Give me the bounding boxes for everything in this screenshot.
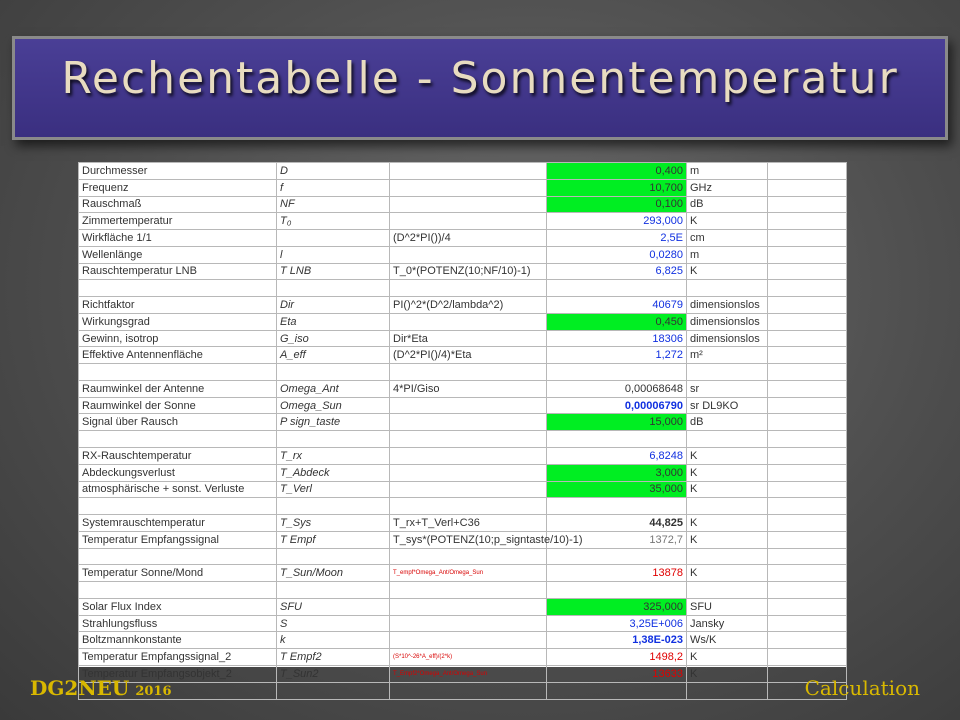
footer-callsign: DG2NEU: [30, 676, 130, 700]
row-empty-cell[interactable]: [768, 364, 847, 381]
row-symbol-cell[interactable]: l: [277, 246, 390, 263]
row-name-cell[interactable]: Rauschmaß: [79, 196, 277, 213]
row-name-cell[interactable]: Strahlungsfluss: [79, 615, 277, 632]
row-symbol-cell[interactable]: T_Sun/Moon: [277, 565, 390, 582]
row-empty-cell[interactable]: [768, 414, 847, 431]
row-unit-cell[interactable]: [687, 682, 768, 699]
row-symbol-cell[interactable]: [277, 582, 390, 599]
row-value-cell[interactable]: 0,400: [547, 163, 687, 180]
row-unit-cell[interactable]: K: [687, 649, 768, 666]
row-name-cell[interactable]: [79, 431, 277, 448]
table-row: [79, 297, 847, 314]
row-formula-cell[interactable]: [390, 163, 547, 180]
table-row: [79, 598, 847, 615]
row-empty-cell[interactable]: [768, 246, 847, 263]
row-unit-cell[interactable]: sr DL9KO: [687, 397, 768, 414]
table-row: [79, 347, 847, 364]
row-name-cell[interactable]: [79, 582, 277, 599]
row-unit-cell[interactable]: K: [687, 565, 768, 582]
row-unit-cell[interactable]: [687, 498, 768, 515]
row-symbol-cell[interactable]: k: [277, 632, 390, 649]
row-formula-cell[interactable]: [390, 313, 547, 330]
table-row: [79, 364, 847, 381]
row-name-cell[interactable]: Temperatur Empfangssignal: [79, 531, 277, 548]
row-value-cell[interactable]: [547, 498, 687, 515]
row-value-cell[interactable]: 6,8248: [547, 448, 687, 465]
table-row: [79, 565, 847, 582]
row-symbol-cell[interactable]: [277, 431, 390, 448]
row-empty-cell[interactable]: [768, 515, 847, 532]
row-symbol-cell[interactable]: [277, 280, 390, 297]
row-name-cell[interactable]: atmosphärische + sonst. Verluste: [79, 481, 277, 498]
row-formula-cell[interactable]: [390, 582, 547, 599]
row-value-cell[interactable]: 293,000: [547, 213, 687, 230]
row-unit-cell[interactable]: K: [687, 213, 768, 230]
row-empty-cell[interactable]: [768, 548, 847, 565]
table-row: [79, 213, 847, 230]
row-empty-cell[interactable]: [768, 598, 847, 615]
row-value-cell[interactable]: 0,00006790: [547, 397, 687, 414]
row-unit-cell[interactable]: [687, 582, 768, 599]
row-formula-cell[interactable]: T_Empf2*Omega_Ant/Omega_Sun: [390, 665, 547, 682]
row-symbol-cell[interactable]: T_Abdeck: [277, 464, 390, 481]
row-formula-cell[interactable]: [390, 632, 547, 649]
row-symbol-cell[interactable]: D: [277, 163, 390, 180]
row-value-cell[interactable]: 0,450: [547, 313, 687, 330]
row-formula-cell[interactable]: (S*10^-26*A_eff)/(2*k): [390, 649, 547, 666]
row-unit-cell[interactable]: K: [687, 448, 768, 465]
row-formula-cell[interactable]: (D^2*PI()/4)*Eta: [390, 347, 547, 364]
row-symbol-cell[interactable]: Omega_Sun: [277, 397, 390, 414]
row-value-cell[interactable]: 3,000: [547, 464, 687, 481]
row-name-cell[interactable]: Durchmesser: [79, 163, 277, 180]
row-value-cell[interactable]: 1498,2: [547, 649, 687, 666]
row-formula-cell[interactable]: PI()^2*(D^2/lambda^2): [390, 297, 547, 314]
row-name-cell[interactable]: Solar Flux Index: [79, 598, 277, 615]
table-row: [79, 431, 847, 448]
row-empty-cell[interactable]: [768, 280, 847, 297]
row-formula-cell[interactable]: T_0*(POTENZ(10;NF/10)-1): [390, 263, 547, 280]
table-row: [79, 163, 847, 180]
row-unit-cell[interactable]: K: [687, 481, 768, 498]
table-row: [79, 448, 847, 465]
table-row: [79, 498, 847, 515]
row-formula-cell[interactable]: [390, 213, 547, 230]
row-empty-cell[interactable]: [768, 163, 847, 180]
row-symbol-cell[interactable]: Eta: [277, 313, 390, 330]
row-symbol-cell[interactable]: [277, 548, 390, 565]
row-unit-cell[interactable]: dimensionslos: [687, 297, 768, 314]
row-empty-cell[interactable]: [768, 582, 847, 599]
row-formula-cell[interactable]: [390, 615, 547, 632]
row-symbol-cell[interactable]: T Empf2: [277, 649, 390, 666]
row-formula-cell[interactable]: [390, 448, 547, 465]
row-name-cell[interactable]: Boltzmannkonstante: [79, 632, 277, 649]
row-empty-cell[interactable]: [768, 464, 847, 481]
row-symbol-cell[interactable]: [277, 498, 390, 515]
row-value-cell[interactable]: 1372,7: [547, 531, 687, 548]
row-empty-cell[interactable]: [768, 565, 847, 582]
table-row: [79, 548, 847, 565]
row-formula-cell[interactable]: [390, 464, 547, 481]
row-value-cell[interactable]: 35,000: [547, 481, 687, 498]
row-name-cell[interactable]: Systemrauschtemperatur: [79, 515, 277, 532]
row-value-cell[interactable]: 3,25E+006: [547, 615, 687, 632]
row-empty-cell[interactable]: [768, 632, 847, 649]
row-empty-cell[interactable]: [768, 380, 847, 397]
row-unit-cell[interactable]: m: [687, 246, 768, 263]
row-unit-cell[interactable]: K: [687, 263, 768, 280]
row-name-cell[interactable]: Wirkfläche 1/1: [79, 230, 277, 247]
row-unit-cell[interactable]: [687, 431, 768, 448]
row-symbol-cell[interactable]: S: [277, 615, 390, 632]
row-symbol-cell[interactable]: T_Verl: [277, 481, 390, 498]
row-formula-cell[interactable]: [390, 598, 547, 615]
table-row: [79, 230, 847, 247]
row-formula-cell[interactable]: T_sys*(POTENZ(10;p_signtaste/10)-1): [390, 531, 547, 548]
row-unit-cell[interactable]: [687, 280, 768, 297]
row-empty-cell[interactable]: [768, 649, 847, 666]
row-name-cell[interactable]: Wirkungsgrad: [79, 313, 277, 330]
row-name-cell[interactable]: Raumwinkel der Sonne: [79, 397, 277, 414]
row-empty-cell[interactable]: [768, 263, 847, 280]
row-formula-cell[interactable]: [390, 431, 547, 448]
row-value-cell[interactable]: 10,700: [547, 179, 687, 196]
row-formula-cell[interactable]: T_rx+T_Verl+C36: [390, 515, 547, 532]
row-value-cell[interactable]: [547, 582, 687, 599]
row-empty-cell[interactable]: [768, 230, 847, 247]
table-row: [79, 330, 847, 347]
row-symbol-cell[interactable]: G_iso: [277, 330, 390, 347]
row-unit-cell[interactable]: Ws/K: [687, 632, 768, 649]
footer-year: 2016: [135, 684, 172, 699]
row-value-cell[interactable]: 13878: [547, 565, 687, 582]
row-value-cell[interactable]: 15,000: [547, 414, 687, 431]
row-name-cell[interactable]: Wellenlänge: [79, 246, 277, 263]
row-name-cell[interactable]: Temperatur Empfangssignal_2: [79, 649, 277, 666]
row-formula-cell[interactable]: T_empf*Omega_Ant/Omega_Sun: [390, 565, 547, 582]
row-symbol-cell[interactable]: T LNB: [277, 263, 390, 280]
row-value-cell[interactable]: 40679: [547, 297, 687, 314]
row-unit-cell[interactable]: dimensionslos: [687, 313, 768, 330]
row-formula-cell[interactable]: [390, 498, 547, 515]
row-symbol-cell[interactable]: T_rx: [277, 448, 390, 465]
row-empty-cell[interactable]: [768, 498, 847, 515]
row-symbol-cell[interactable]: Dir: [277, 297, 390, 314]
row-name-cell[interactable]: RX-Rauschtemperatur: [79, 448, 277, 465]
row-formula-cell[interactable]: [390, 414, 547, 431]
row-value-cell[interactable]: 1,38E-023: [547, 632, 687, 649]
row-empty-cell[interactable]: [768, 397, 847, 414]
table-row: [79, 280, 847, 297]
footer-label: Calculation: [804, 676, 920, 700]
table-row: [79, 481, 847, 498]
row-empty-cell[interactable]: [768, 448, 847, 465]
row-unit-cell[interactable]: K: [687, 464, 768, 481]
row-empty-cell[interactable]: [768, 196, 847, 213]
row-name-cell[interactable]: Raumwinkel der Antenne: [79, 380, 277, 397]
row-name-cell[interactable]: [79, 280, 277, 297]
row-empty-cell[interactable]: [768, 297, 847, 314]
row-unit-cell[interactable]: Jansky: [687, 615, 768, 632]
row-name-cell[interactable]: Rauschtemperatur LNB: [79, 263, 277, 280]
calculation-table: [78, 162, 847, 700]
table-row: [79, 615, 847, 632]
table-row: [79, 649, 847, 666]
row-unit-cell[interactable]: K: [687, 531, 768, 548]
row-name-cell[interactable]: Abdeckungsverlust: [79, 464, 277, 481]
row-name-cell[interactable]: Zimmertemperatur: [79, 213, 277, 230]
table-row: [79, 414, 847, 431]
row-symbol-cell[interactable]: f: [277, 179, 390, 196]
row-unit-cell[interactable]: K: [687, 665, 768, 682]
row-empty-cell[interactable]: [768, 330, 847, 347]
row-empty-cell[interactable]: [768, 313, 847, 330]
row-unit-cell[interactable]: SFU: [687, 598, 768, 615]
row-formula-cell[interactable]: Dir*Eta: [390, 330, 547, 347]
row-formula-cell[interactable]: [390, 196, 547, 213]
row-unit-cell[interactable]: dB: [687, 196, 768, 213]
row-name-cell[interactable]: Temperatur Empfangsobjekt_2: [79, 665, 277, 682]
row-unit-cell[interactable]: [687, 548, 768, 565]
row-name-cell[interactable]: Temperatur Sonne/Mond: [79, 565, 277, 582]
row-empty-cell[interactable]: [768, 179, 847, 196]
row-unit-cell[interactable]: m: [687, 163, 768, 180]
row-unit-cell[interactable]: cm: [687, 230, 768, 247]
row-unit-cell[interactable]: GHz: [687, 179, 768, 196]
row-value-cell[interactable]: 0,00068648: [547, 380, 687, 397]
table-row: [79, 263, 847, 280]
slide-title: Rechentabelle - Sonnentemperatur: [61, 53, 899, 104]
row-unit-cell[interactable]: dimensionslos: [687, 330, 768, 347]
row-unit-cell[interactable]: sr: [687, 380, 768, 397]
row-unit-cell[interactable]: K: [687, 515, 768, 532]
table-row: [79, 313, 847, 330]
row-unit-cell[interactable]: m²: [687, 347, 768, 364]
row-name-cell[interactable]: Effektive Antennenfläche: [79, 347, 277, 364]
table-row: [79, 196, 847, 213]
table-row: [79, 632, 847, 649]
row-value-cell[interactable]: 325,000: [547, 598, 687, 615]
row-name-cell[interactable]: Signal über Rausch: [79, 414, 277, 431]
row-symbol-cell[interactable]: A_eff: [277, 347, 390, 364]
row-empty-cell[interactable]: [768, 481, 847, 498]
row-formula-cell[interactable]: [390, 548, 547, 565]
row-name-cell[interactable]: [79, 364, 277, 381]
row-value-cell[interactable]: 6,825: [547, 263, 687, 280]
row-name-cell[interactable]: Frequenz: [79, 179, 277, 196]
row-value-cell[interactable]: 1,272: [547, 347, 687, 364]
row-formula-cell[interactable]: [390, 280, 547, 297]
row-name-cell[interactable]: [79, 548, 277, 565]
table-row: [79, 246, 847, 263]
title-bar: [12, 36, 948, 140]
row-symbol-cell[interactable]: [277, 364, 390, 381]
row-symbol-cell[interactable]: P sign_taste: [277, 414, 390, 431]
row-value-cell[interactable]: 0,0280: [547, 246, 687, 263]
row-symbol-cell[interactable]: T_Sun2: [277, 665, 390, 682]
row-formula-cell[interactable]: [390, 481, 547, 498]
row-value-cell[interactable]: 18306: [547, 330, 687, 347]
row-value-cell[interactable]: [547, 280, 687, 297]
row-formula-cell[interactable]: [390, 364, 547, 381]
row-value-cell[interactable]: 44,825: [547, 515, 687, 532]
table-row: [79, 582, 847, 599]
row-name-cell[interactable]: Gewinn, isotrop: [79, 330, 277, 347]
row-unit-cell[interactable]: [687, 364, 768, 381]
table-row: [79, 665, 847, 682]
table-row: [79, 682, 847, 699]
row-unit-cell[interactable]: dB: [687, 414, 768, 431]
table-row: [79, 179, 847, 196]
row-symbol-cell[interactable]: [277, 230, 390, 247]
row-formula-cell[interactable]: [390, 179, 547, 196]
row-formula-cell[interactable]: [390, 397, 547, 414]
table-row: [79, 464, 847, 481]
row-symbol-cell[interactable]: T Empf: [277, 531, 390, 548]
row-value-cell[interactable]: [547, 364, 687, 381]
row-symbol-cell[interactable]: Omega_Ant: [277, 380, 390, 397]
row-empty-cell[interactable]: [768, 431, 847, 448]
footer-author: [30, 676, 172, 700]
row-formula-cell[interactable]: 4*PI/Giso: [390, 380, 547, 397]
row-symbol-cell[interactable]: [277, 682, 390, 699]
row-name-cell[interactable]: Richtfaktor: [79, 297, 277, 314]
spreadsheet: [78, 162, 846, 680]
row-formula-cell[interactable]: [390, 682, 547, 699]
row-symbol-cell[interactable]: T_Sys: [277, 515, 390, 532]
row-value-cell[interactable]: 13633: [547, 665, 687, 682]
row-empty-cell[interactable]: [768, 347, 847, 364]
row-symbol-cell[interactable]: NF: [277, 196, 390, 213]
row-value-cell[interactable]: [547, 548, 687, 565]
table-row: [79, 380, 847, 397]
table-row: [79, 531, 847, 548]
row-value-cell[interactable]: 0,100: [547, 196, 687, 213]
row-name-cell[interactable]: [79, 498, 277, 515]
row-symbol-cell[interactable]: SFU: [277, 598, 390, 615]
row-empty-cell[interactable]: [768, 615, 847, 632]
row-value-cell[interactable]: 2,5E: [547, 230, 687, 247]
row-value-cell[interactable]: [547, 431, 687, 448]
row-symbol-cell[interactable]: T₀: [277, 213, 390, 230]
row-formula-cell[interactable]: (D^2*PI())/4: [390, 230, 547, 247]
row-value-cell[interactable]: [547, 682, 687, 699]
table-row: [79, 397, 847, 414]
row-empty-cell[interactable]: [768, 531, 847, 548]
row-empty-cell[interactable]: [768, 213, 847, 230]
row-formula-cell[interactable]: [390, 246, 547, 263]
table-row: [79, 515, 847, 532]
